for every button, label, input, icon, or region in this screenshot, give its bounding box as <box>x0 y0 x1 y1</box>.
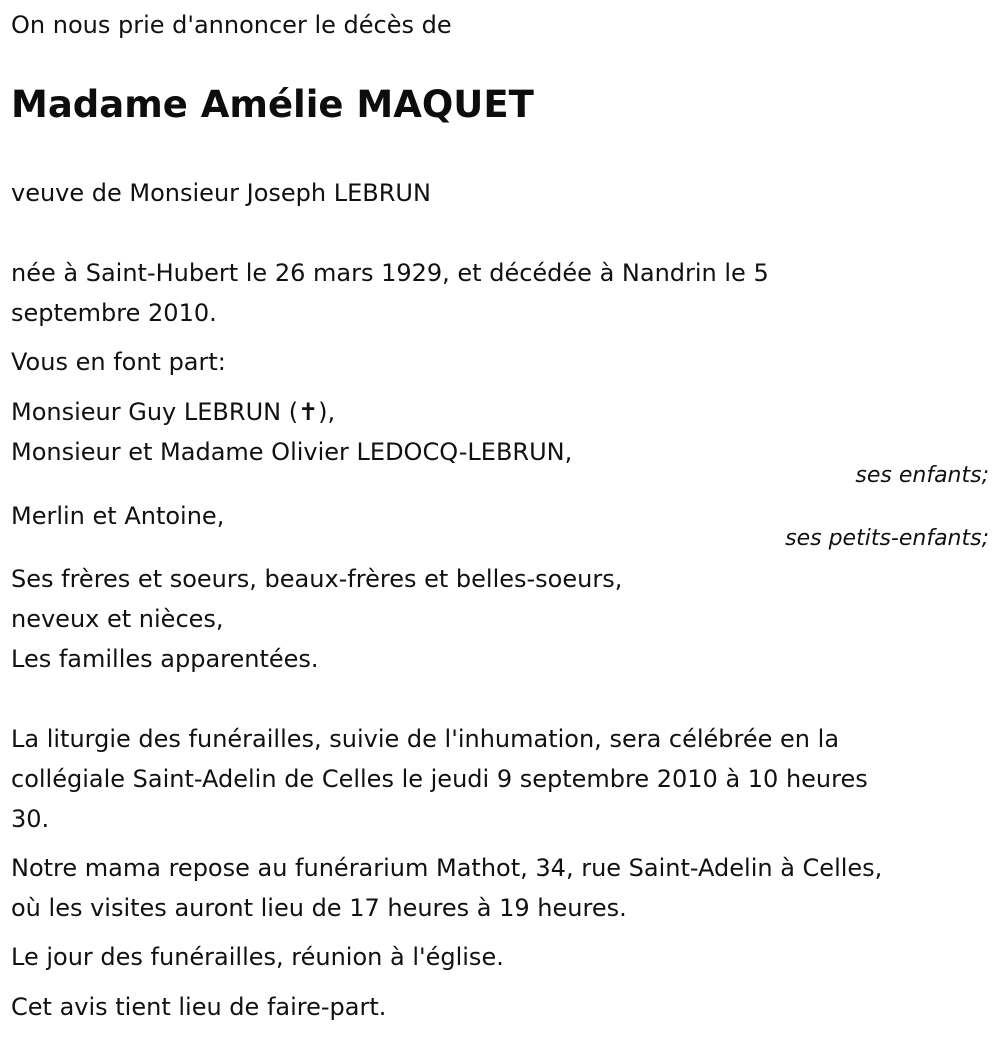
announcers-intro: Vous en font part: <box>11 348 226 376</box>
birth-death-line-2: septembre 2010. <box>11 299 217 327</box>
closing-text: Cet avis tient lieu de faire-part. <box>11 993 387 1021</box>
meeting-text: Le jour des funérailles, réunion à l'église. <box>11 943 504 971</box>
funeral-line-1: La liturgie des funérailles, suivie de l'inhumation, sera célébrée en la <box>11 725 840 753</box>
other-family-line-3: Les familles apparentées. <box>11 645 319 673</box>
child-name-2: Monsieur et Madame Olivier LEDOCQ-LEBRUN, <box>11 438 573 466</box>
funeral-line-2: collégiale Saint-Adelin de Celles le jeudi 9 septembre 2010 à 10 heures <box>11 765 868 793</box>
children-role: ses enfants; <box>855 463 989 488</box>
visitation-line-1: Notre mama repose au funérarium Mathot, 34, rue Saint-Adelin à Celles, <box>11 854 883 882</box>
grandchild-names: Merlin et Antoine, <box>11 502 225 530</box>
child-name-1: Monsieur Guy LEBRUN (✝), <box>11 398 336 426</box>
funeral-line-3: 30. <box>11 805 50 833</box>
visitation-line-2: où les visites auront lieu de 17 heures à 19 heures. <box>11 894 627 922</box>
grandchildren-role: ses petits-enfants; <box>785 526 989 551</box>
deceased-name: Madame Amélie MAQUET <box>11 83 534 126</box>
other-family-line-1: Ses frères et soeurs, beaux-frères et belles-soeurs, <box>11 565 623 593</box>
birth-death-line-1: née à Saint-Hubert le 26 mars 1929, et décédée à Nandrin le 5 <box>11 259 769 287</box>
other-family-line-2: neveux et nièces, <box>11 605 224 633</box>
widow-of-text: veuve de Monsieur Joseph LEBRUN <box>11 179 431 207</box>
intro-text: On nous prie d'annoncer le décès de <box>11 11 452 39</box>
